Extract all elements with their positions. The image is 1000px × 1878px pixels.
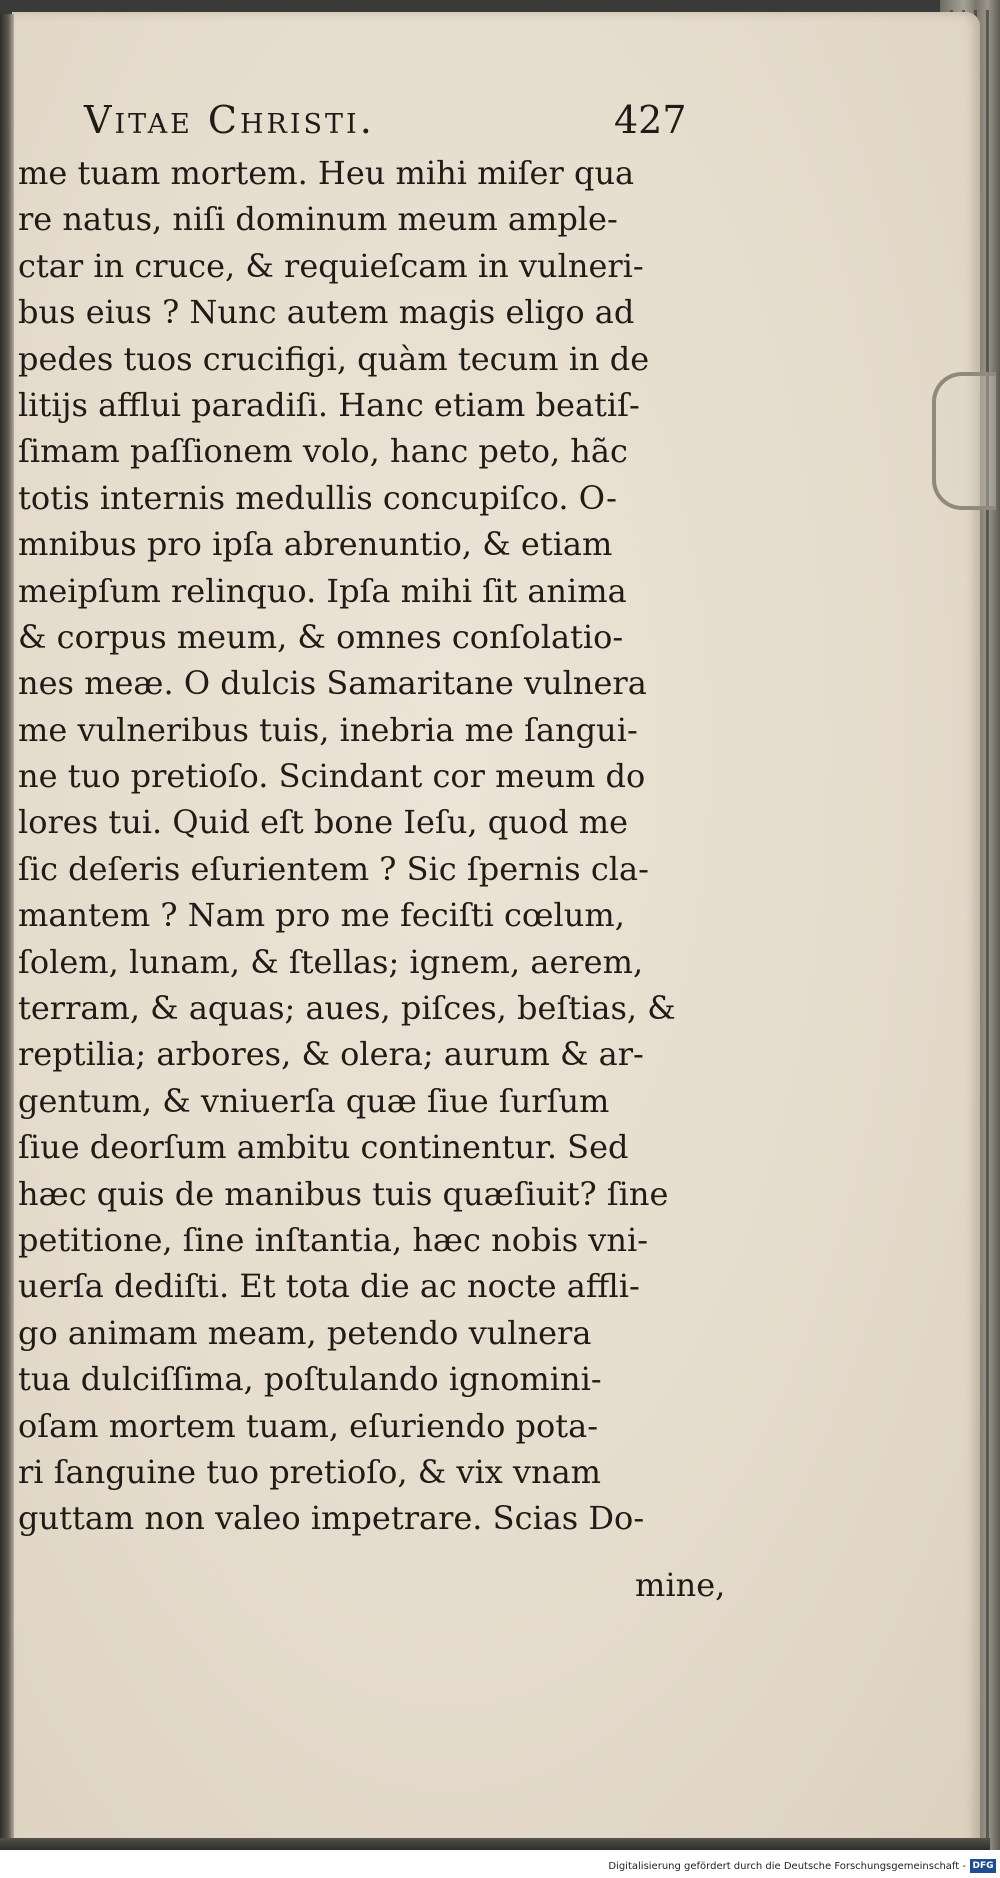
text-line: uerſa dediſti. Et tota die ac nocte affli- bbox=[18, 1267, 640, 1306]
text-line: lores tui. Quid eſt bone Ieſu, quod me bbox=[18, 803, 629, 842]
text-line: litijs afflui paradiſi. Hanc etiam beatiſ- bbox=[18, 385, 640, 424]
text-line: terram, & aquas; aues, piſces, beſtias, & bbox=[18, 989, 676, 1028]
text-line: petitione, ſine inſtantia, hæc nobis vni- bbox=[18, 1220, 649, 1259]
text-line: hæc quis de manibus tuis quæſiuit? ſine bbox=[18, 1174, 669, 1213]
text-line: me tuam mortem. Heu mihi miſer qua bbox=[18, 154, 635, 192]
scan-background-bottom bbox=[0, 1838, 990, 1850]
text-line: oſam mortem tuam, eſuriendo pota- bbox=[18, 1406, 599, 1445]
text-line: mnibus pro ipſa abrenuntio, & etiam bbox=[18, 525, 613, 564]
text-line: go animam meam, petendo vulnera bbox=[18, 1313, 592, 1352]
page-gutter bbox=[0, 14, 14, 1850]
text-line: bus eius ? Nunc autem magis eligo ad bbox=[18, 293, 635, 332]
bookmark-clip bbox=[932, 372, 996, 510]
digitization-footer bbox=[0, 1857, 1000, 1877]
text-line: reptilia; arbores, & olera; aurum & ar- bbox=[18, 1035, 644, 1074]
text-line: ne tuo pretioſo. Scindant cor meum do bbox=[18, 757, 646, 796]
page-number: 427 bbox=[614, 98, 687, 142]
running-head-title: Vitae Christi. bbox=[84, 98, 375, 142]
text-line: tua dulciſſima, poſtulando ignomini- bbox=[18, 1360, 602, 1399]
text-line: meipſum relinquo. Ipſa mihi ſit anima bbox=[18, 571, 627, 610]
running-head bbox=[84, 98, 687, 148]
text-line: guttam non valeo impetrare. Scias Do- bbox=[18, 1499, 645, 1538]
catchword: mine, bbox=[635, 1566, 726, 1604]
text-line: ſolem, lunam, & ſtellas; ignem, aerem, bbox=[18, 942, 644, 981]
funding-credit: Digitalisierung gefördert durch die Deutsche Forschungsgemeinschaft - bbox=[608, 1861, 966, 1872]
text-line: pedes tuos crucifigi, quàm tecum in de bbox=[18, 339, 650, 378]
text-line: ſiue deorſum ambitu continentur. Sed bbox=[18, 1128, 629, 1167]
text-line: re natus, niſi dominum meum ample- bbox=[18, 200, 618, 239]
text-line: me vulneribus tuis, inebria me ſangui- bbox=[18, 710, 638, 749]
text-line: gentum, & vniuerſa quæ ſiue ſurſum bbox=[18, 1081, 610, 1120]
text-line: ſic deſeris eſurientem ? Sic ſpernis cla- bbox=[18, 849, 649, 888]
text-line: ri ſanguine tuo pretioſo, & vix vnam bbox=[18, 1452, 602, 1491]
page-edge-line bbox=[986, 10, 989, 1840]
body-text bbox=[18, 150, 748, 1542]
text-line: nes meæ. O dulcis Samaritane vulnera bbox=[18, 664, 647, 703]
text-line: mantem ? Nam pro me feciſti cœlum, bbox=[18, 896, 625, 935]
text-line: totis internis medullis concupiſco. O- bbox=[18, 478, 617, 517]
text-line: & corpus meum, & omnes conſolatio- bbox=[18, 617, 624, 656]
text-line: ſimam paſſionem volo, hanc peto, hãc bbox=[18, 432, 628, 471]
text-line: ctar in cruce, & requieſcam in vulneri- bbox=[18, 246, 644, 285]
dfg-logo: DFG bbox=[970, 1859, 996, 1873]
